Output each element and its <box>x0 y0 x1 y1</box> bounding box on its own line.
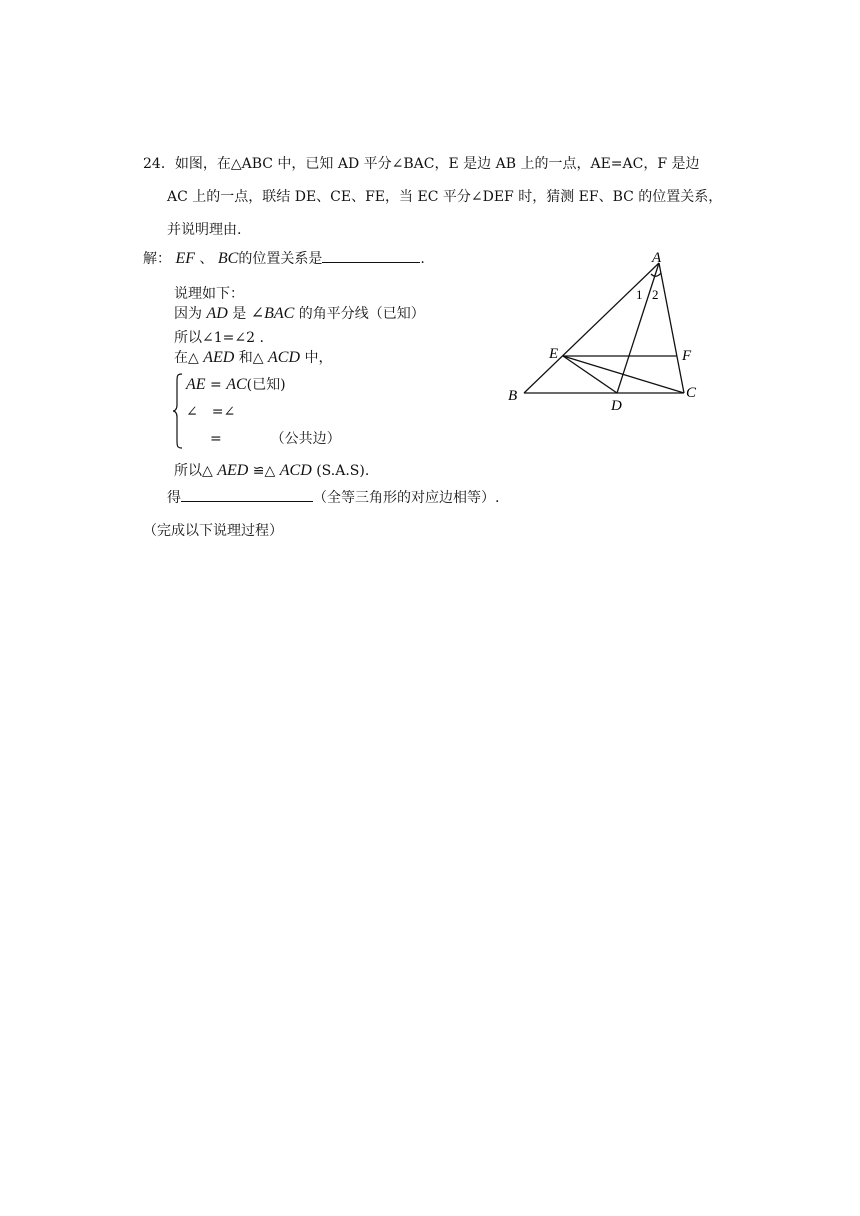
problem-line-1 <box>143 153 700 173</box>
line-ac <box>659 263 684 393</box>
conclusion-acd: ACD <box>279 462 312 479</box>
problem-line-2: AC 上的一点，联结 DE、CE、FE，当 EC 平分∠DEF 时，猜测 EF、BC 的位置关系， <box>167 189 723 205</box>
is-word: 是 <box>232 306 247 322</box>
conclusion-prefix: 所以△ <box>174 463 213 479</box>
segment-bc: BC <box>217 250 239 267</box>
label-angle-1: 1 <box>636 287 643 302</box>
triangle-acd: ACD <box>268 349 301 366</box>
triangle-aed: AED <box>203 349 235 366</box>
conclusion-line <box>174 460 369 480</box>
triangle-figure <box>500 244 720 416</box>
sas-reason: (S.A.S). <box>316 463 370 479</box>
because-word: 因为 <box>174 306 202 322</box>
line-ce <box>563 356 684 393</box>
cond1-reason: (已知) <box>246 377 286 393</box>
answer-blank[interactable] <box>322 248 420 263</box>
and-tri: 和△ <box>238 350 264 366</box>
condition-1 <box>186 374 286 394</box>
bisector-reason: 的角平分线（已知） <box>298 306 425 322</box>
explain-heading: 说理如下： <box>174 286 244 302</box>
conclusion-aed: AED <box>217 462 249 479</box>
line-de <box>563 356 617 393</box>
condition-3 <box>210 428 341 448</box>
condition-2: ∠ =∠ <box>186 404 236 420</box>
answer-end: . <box>420 251 425 267</box>
cond3-eq: = <box>210 431 222 447</box>
footer-note: （完成以下说理过程） <box>143 523 283 539</box>
relation-text: 的位置关系是 <box>238 251 323 267</box>
cond1-rhs: AC <box>226 376 247 393</box>
problem-line-3: 并说明理由. <box>167 222 242 238</box>
get-blank[interactable] <box>181 487 313 502</box>
line-ab <box>524 263 659 393</box>
label-e: E <box>549 346 559 362</box>
cond1-eq: = <box>210 377 222 393</box>
label-b: B <box>508 388 518 404</box>
label-angle-2: 2 <box>652 287 659 302</box>
in-suffix: 中， <box>304 350 333 366</box>
so-angles-line: 所以∠1=∠2 . <box>174 330 264 346</box>
label-a: A <box>652 250 662 266</box>
answer-line <box>143 248 425 268</box>
congruent-symbol: ≌△ <box>252 463 276 479</box>
get-line <box>167 487 499 507</box>
label-d: D <box>611 398 622 414</box>
separator: 、 <box>195 251 214 267</box>
answer-prefix: 解： <box>143 251 171 267</box>
cond1-lhs: AE <box>186 376 206 393</box>
because-line <box>174 303 425 323</box>
problem-number: 24． <box>143 156 175 172</box>
get-prefix: 得 <box>167 490 181 506</box>
left-brace <box>172 372 184 450</box>
angle-bac: ∠BAC <box>250 305 295 322</box>
problem-text-1: 如图，在△ABC 中，已知 AD 平分∠BAC，E 是边 AB 上的一点，AE=AC，F 是边 <box>174 156 700 172</box>
label-c: C <box>686 385 697 401</box>
in-tri-prefix: 在△ <box>174 350 199 366</box>
in-triangles-line <box>174 347 332 367</box>
get-reason: （全等三角形的对应边相等）. <box>313 490 500 506</box>
segment-ef: EF <box>175 250 195 267</box>
segment-ad: AD <box>206 305 228 322</box>
cond3-reason: （公共边） <box>270 431 341 447</box>
label-f: F <box>682 348 692 364</box>
